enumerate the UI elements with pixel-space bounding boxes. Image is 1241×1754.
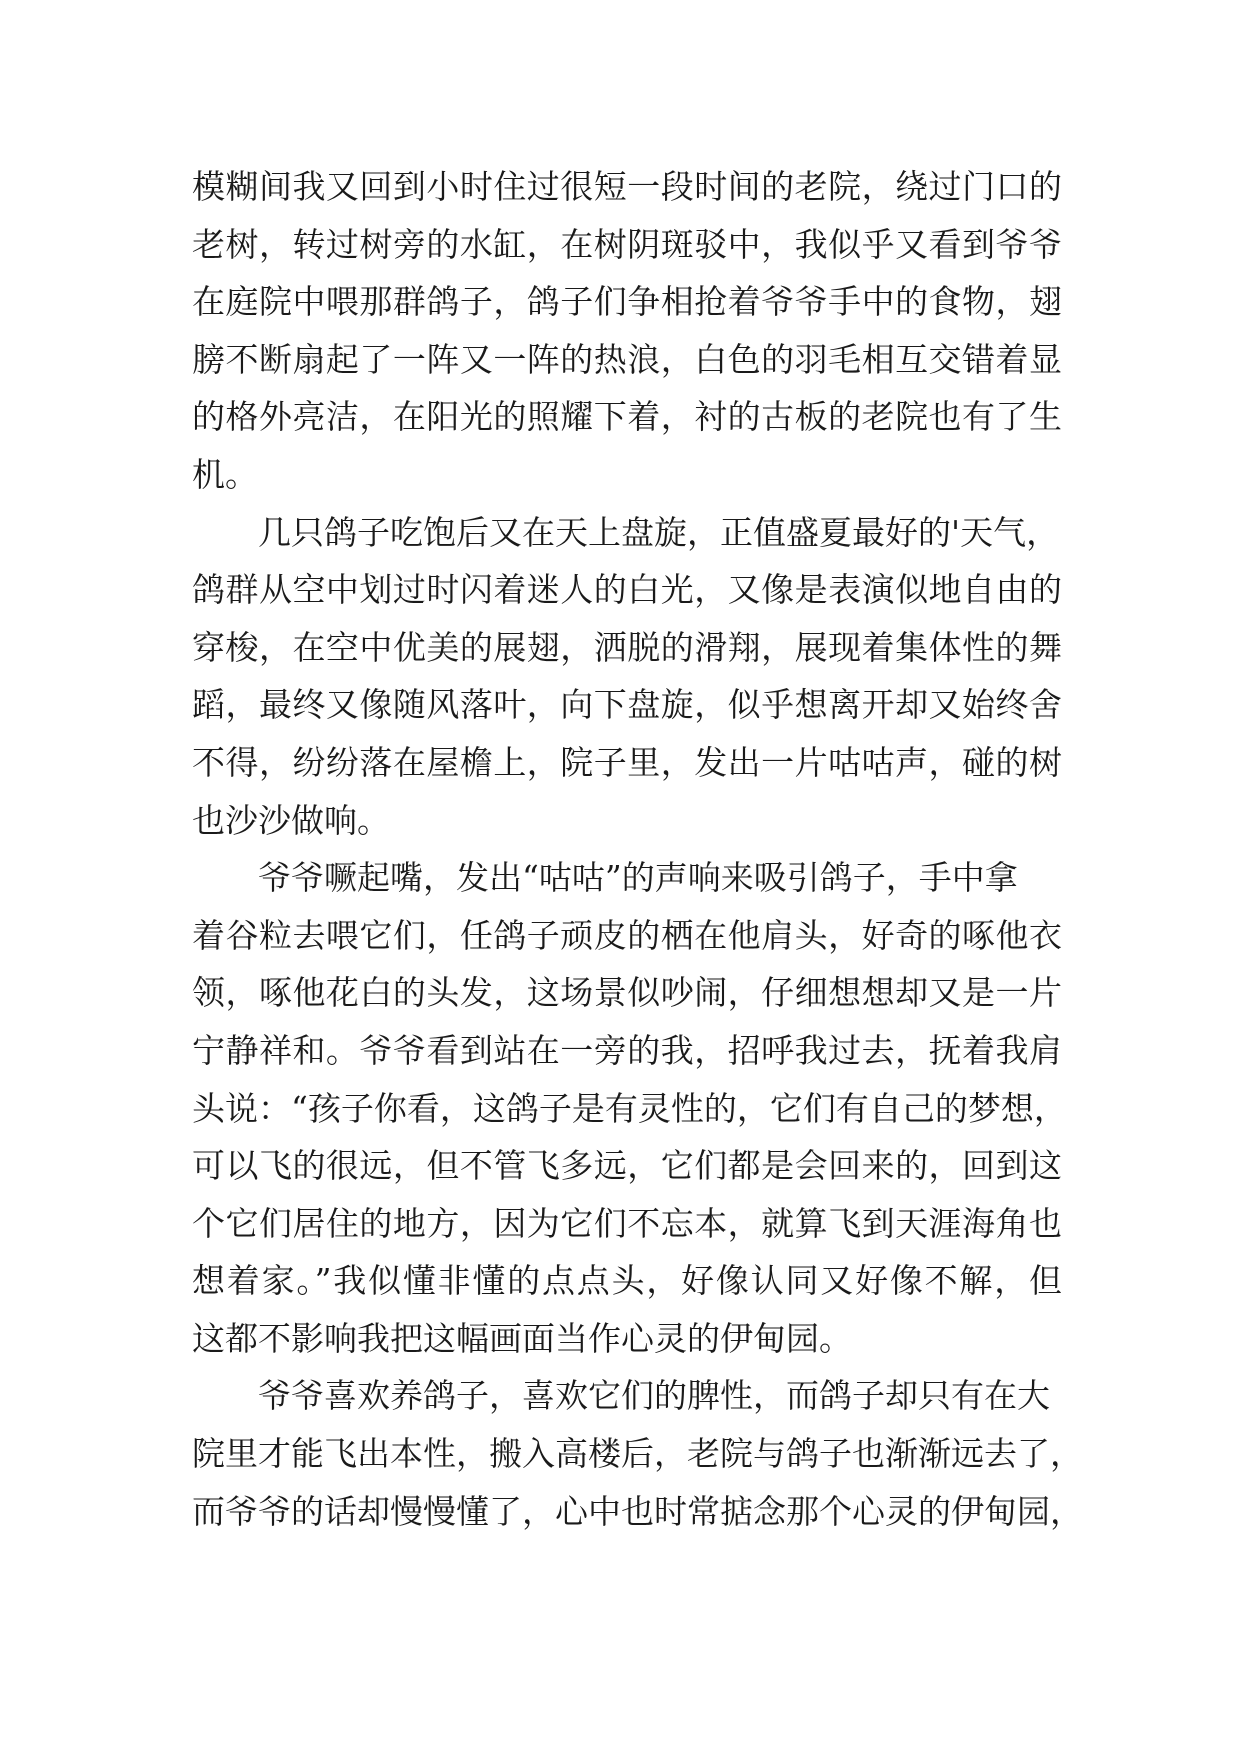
text-line-content: 几只鸽子吃饱后又在天上盘旋，正值盛夏最好的'天气，: [258, 512, 1060, 552]
text-line-content: 个它们居住的地方，因为它们不忘本，就算飞到天涯海角也: [192, 1203, 1062, 1243]
text-line-content: 这都不影响我把这幅画面当作心灵的伊甸园。: [192, 1318, 852, 1358]
text-line-content: 老树，转过树旁的水缸，在树阴斑驳中，我似乎又看到爷爷: [192, 224, 1062, 264]
text-line: [192, 1367, 1062, 1425]
text-line-content: 着谷粒去喂它们，任鸽子顽皮的栖在他肩头，好奇的啄他衣: [192, 915, 1062, 955]
text-line-content: 头说：“孩子你看，这鸽子是有灵性的，它们有自己的梦想，: [192, 1088, 1067, 1128]
text-line: [192, 446, 1062, 504]
text-line-content: 爷爷喜欢养鸽子，喜欢它们的脾性，而鸽子却只有在大: [258, 1376, 1050, 1416]
text-line: [192, 1483, 1083, 1541]
text-line: [192, 907, 1062, 965]
text-line: [192, 1137, 1062, 1195]
body-text: [192, 158, 1083, 1540]
text-line: [192, 849, 1062, 907]
text-line-content: 在庭院中喂那群鸽子，鸽子们争相抢着爷爷手中的食物，翅: [192, 282, 1062, 322]
text-line: [192, 216, 1062, 274]
text-line-content: 模糊间我又回到小时住过很短一段时间的老院，绕过门口的: [192, 167, 1062, 206]
text-line-content: 也沙沙做响。: [192, 800, 390, 840]
text-line-content: 膀不断扇起了一阵又一阵的热浪，白色的羽毛相互交错着显: [192, 339, 1062, 379]
text-line-content: 鸽群从空中划过时闪着迷人的白光，又像是表演似地自由的: [192, 570, 1062, 610]
text-line-content: 穿梭，在空中优美的展翅，洒脱的滑翔，展现着集体性的舞: [192, 627, 1062, 667]
text-line-content: 想着家。”我似懂非懂的点点头，好像认同又好像不解，但: [192, 1261, 1062, 1301]
text-line: [192, 1080, 1067, 1138]
text-line: [192, 1195, 1062, 1253]
text-line: [192, 273, 1062, 331]
text-line: [192, 964, 1062, 1022]
text-line-content: 领，啄他花白的头发，这场景似吵闹，仔细想想却又是一片: [192, 973, 1062, 1013]
text-line: [192, 1310, 1062, 1368]
text-line: [192, 158, 1062, 216]
text-line: [192, 504, 1062, 562]
text-line: [192, 792, 1062, 850]
text-line: [192, 734, 1062, 792]
text-line: [192, 1425, 1083, 1483]
text-line-content: 院里才能飞出本性，搬入高楼后，老院与鸽子也渐渐远去了，: [192, 1434, 1083, 1474]
text-line-content: 的格外亮洁，在阳光的照耀下着，衬的古板的老院也有了生: [192, 397, 1062, 437]
text-line: [192, 676, 1062, 734]
text-line-content: 而爷爷的话却慢慢懂了，心中也时常掂念那个心灵的伊甸园，: [192, 1491, 1083, 1531]
text-line-content: 蹈，最终又像随风落叶，向下盘旋，似乎想离开却又始终舍: [192, 685, 1062, 725]
text-line-content: 爷爷噘起嘴，发出“咕咕”的声响来吸引鸽子，手中拿: [258, 858, 1018, 898]
text-line: [192, 1022, 1062, 1080]
text-line-content: 宁静祥和。爷爷看到站在一旁的我，招呼我过去，抚着我肩: [192, 1030, 1062, 1070]
text-line: [192, 619, 1062, 677]
text-line-content: 不得，纷纷落在屋檐上，院子里，发出一片咕咕声，碰的树: [192, 742, 1062, 782]
text-line: [192, 1252, 1062, 1310]
text-line-content: 可以飞的很远，但不管飞多远，它们都是会回来的，回到这: [192, 1146, 1062, 1186]
text-line-content: 机。: [192, 454, 258, 494]
text-line: [192, 388, 1062, 446]
text-line: [192, 331, 1062, 389]
text-line: [192, 561, 1062, 619]
